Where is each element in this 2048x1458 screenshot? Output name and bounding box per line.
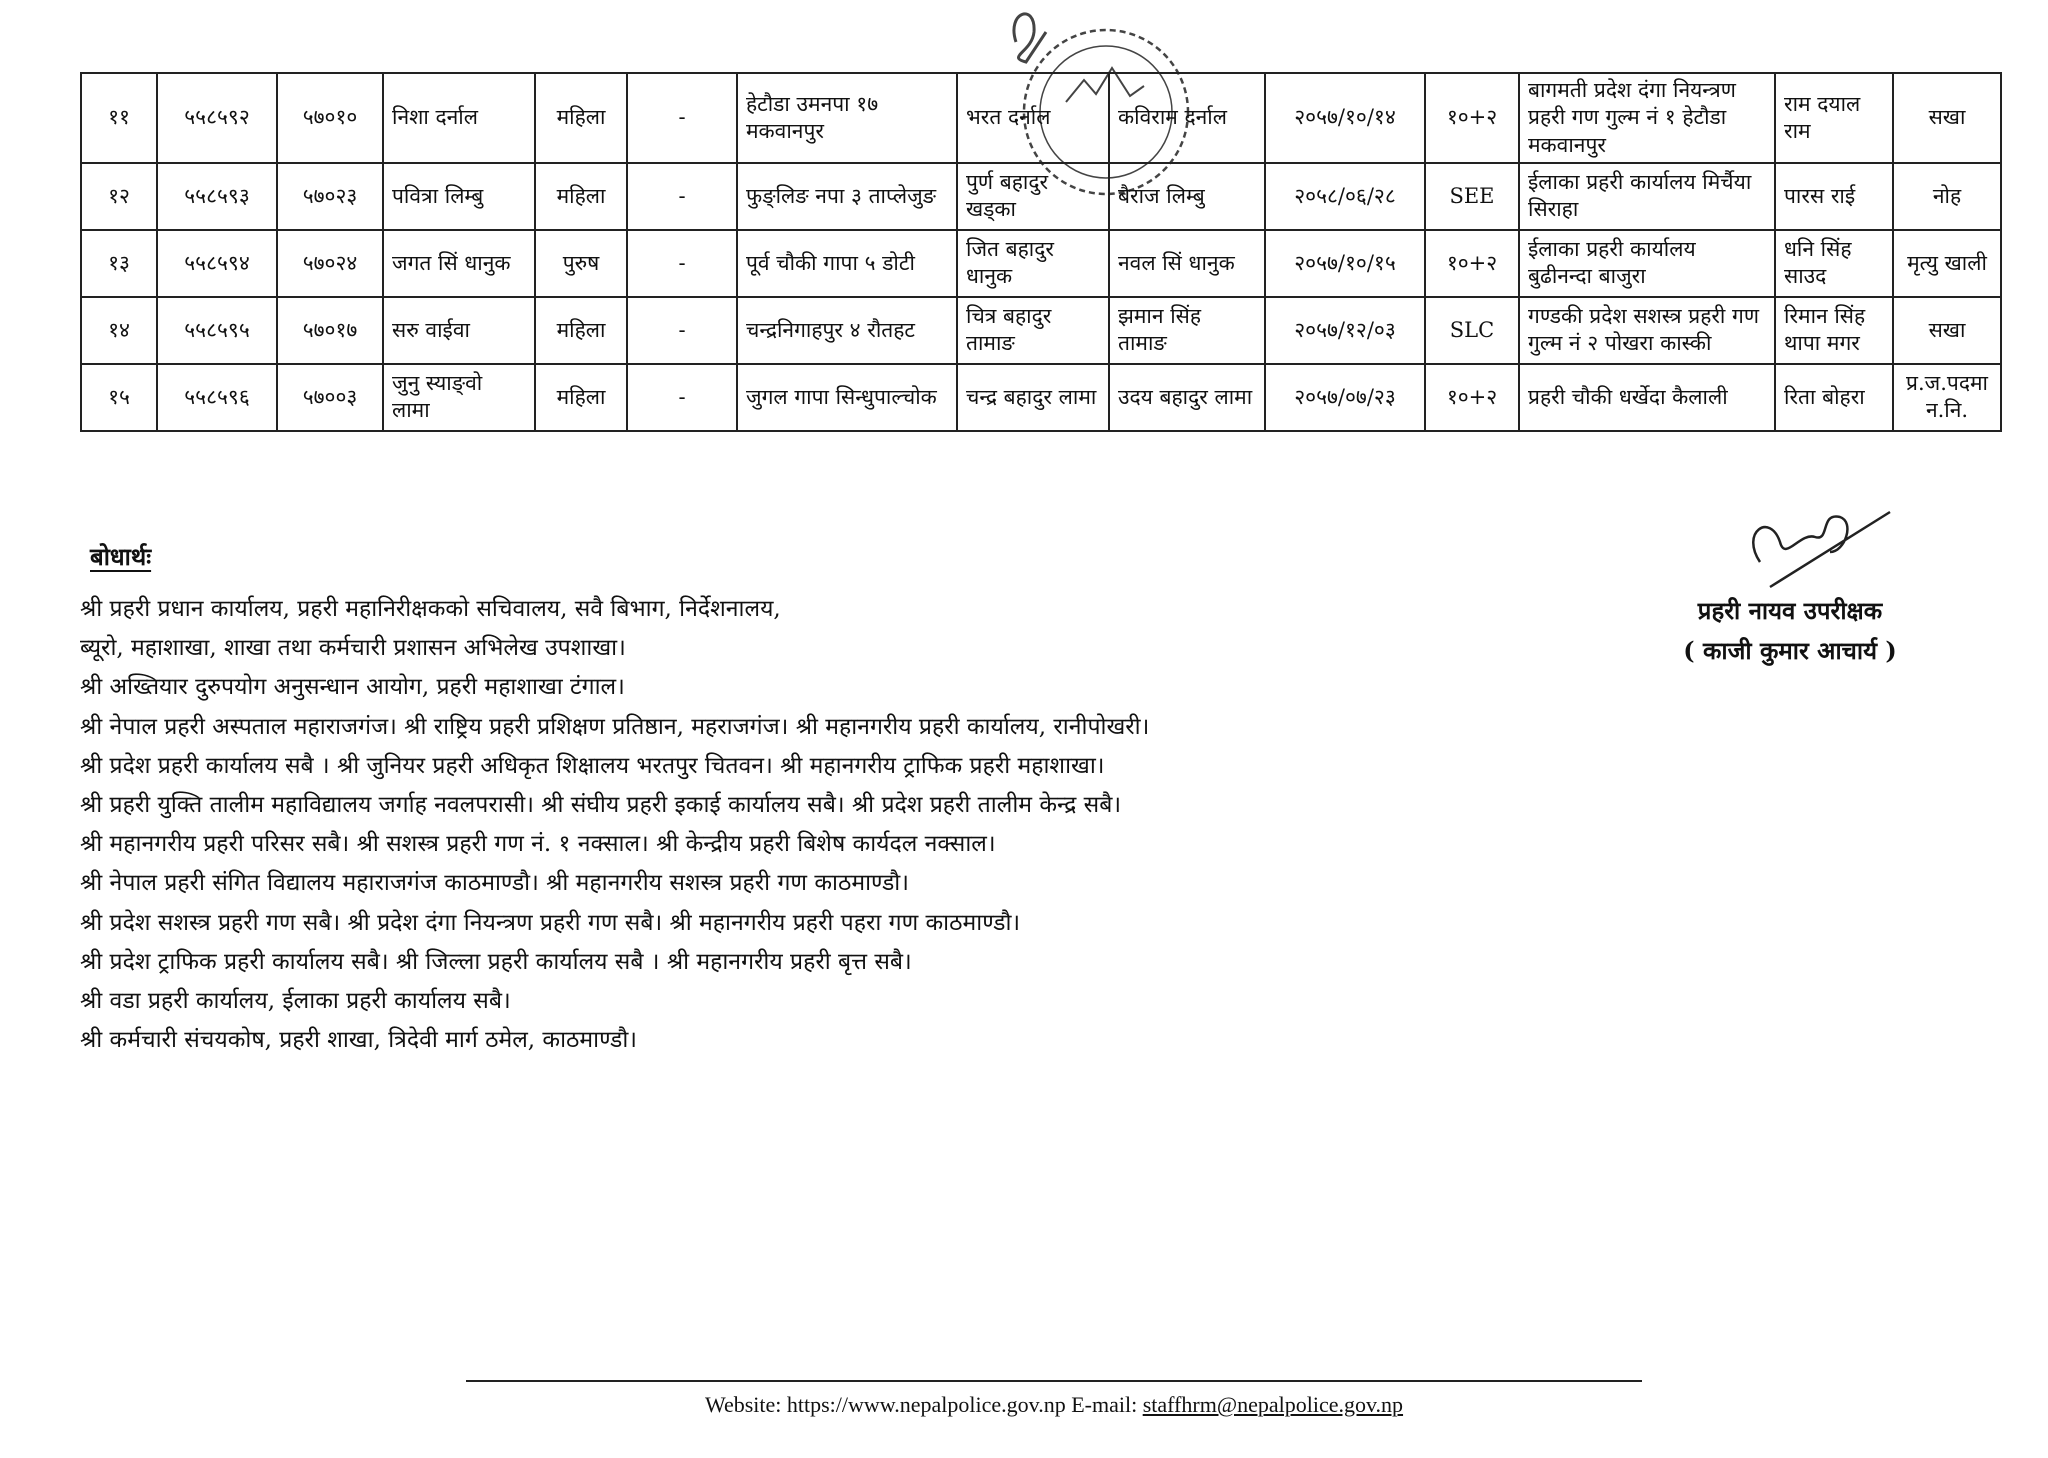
name-cell: जुनु स्याङ्वो लामा [383, 364, 535, 431]
grandfather-name-cell: उदय बहादुर लामा [1109, 364, 1265, 431]
grandfather-name-cell: बैराज लिम्बु [1109, 163, 1265, 230]
education-cell: १०+२ [1425, 230, 1519, 297]
guardian-cell: पारस राई [1775, 163, 1893, 230]
distribution-line: श्री नेपाल प्रहरी अस्पताल महाराजगंज। श्री राष्ट्रिय प्रहरी प्रशिक्षण प्रतिष्ठान, महराजगंज। श्री महानगरीय प्रहरी कार्यालय, रानीपोखरी। [80, 713, 1150, 740]
name-cell: पवित्रा लिम्बु [383, 163, 535, 230]
date-cell: २०५७/१२/०३ [1265, 297, 1425, 364]
father-name-cell: चित्र बहादुर तामाङ [957, 297, 1109, 364]
bodhartha-heading: बोधार्थः [90, 542, 152, 571]
signatory-name: ( काजी कुमार आचार्य ) [1683, 636, 1897, 665]
table-row [81, 297, 2001, 364]
website-link[interactable]: https://www.nepalpolice.gov.np [786, 1392, 1066, 1417]
date-cell: २०५७/१०/१४ [1265, 73, 1425, 163]
email-link[interactable]: staffhrm@nepalpolice.gov.np [1142, 1392, 1404, 1417]
serial-number: १२ [81, 163, 157, 230]
name-cell: सरु वाईवा [383, 297, 535, 364]
date-cell: २०५७/०७/२३ [1265, 364, 1425, 431]
records-table [80, 72, 2002, 432]
father-name-cell: भरत दर्नाल [957, 73, 1109, 163]
distribution-line: श्री नेपाल प्रहरी संगित विद्यालय महाराजगंज काठमाण्डौ। श्री महानगरीय सशस्त्र प्रहरी गण काठमाण्डौ। [80, 870, 909, 897]
record-number: ५७०२४ [277, 230, 383, 297]
relation-cell: नोह [1893, 163, 2001, 230]
relation-cell: सखा [1893, 297, 2001, 364]
personnel-number: ५५८५९२ [157, 73, 277, 163]
guardian-cell: राम दयाल राम [1775, 73, 1893, 163]
serial-number: १५ [81, 364, 157, 431]
personnel-number: ५५८५९३ [157, 163, 277, 230]
serial-number: १३ [81, 230, 157, 297]
personnel-number: ५५८५९६ [157, 364, 277, 431]
distribution-line: श्री प्रदेश सशस्त्र प्रहरी गण सबै। श्री प्रदेश दंगा नियन्त्रण प्रहरी गण सबै। श्री महानगरीय प्रहरी पहरा गण काठमाण्डौ। [80, 909, 1021, 936]
other-cell: - [627, 297, 737, 364]
distribution-line: श्री अख्तियार दुरुपयोग अनुसन्धान आयोग, प्रहरी महाशाखा टंगाल। [80, 674, 625, 701]
relation-cell: सखा [1893, 73, 2001, 163]
name-cell: जगत सिं धानुक [383, 230, 535, 297]
office-cell: ईलाका प्रहरी कार्यालय बुढीनन्दा बाजुरा [1519, 230, 1775, 297]
relation-cell: प्र.ज.पदमा न.नि. [1893, 364, 2001, 431]
date-cell: २०५७/१०/१५ [1265, 230, 1425, 297]
gender-cell: महिला [535, 297, 627, 364]
other-cell: - [627, 364, 737, 431]
father-name-cell: जित बहादुर धानुक [957, 230, 1109, 297]
education-cell: SLC [1425, 297, 1519, 364]
gender-cell: महिला [535, 73, 627, 163]
website-label: Website: [704, 1392, 782, 1417]
record-number: ५७०१७ [277, 297, 383, 364]
office-cell: गण्डकी प्रदेश सशस्त्र प्रहरी गण गुल्म नं २ पोखरा कास्की [1519, 297, 1775, 364]
distribution-line: श्री प्रहरी युक्ति तालीम महाविद्यालय जर्गाह नवलपरासी। श्री संघीय प्रहरी इकाई कार्यालय सबै। श्री प्रदेश प्रहरी तालीम केन्द्र सबै। [80, 791, 1122, 818]
father-name-cell: पुर्ण बहादुर खड्का [957, 163, 1109, 230]
father-name-cell: चन्द्र बहादुर लामा [957, 364, 1109, 431]
guardian-cell: रिता बोहरा [1775, 364, 1893, 431]
footer-divider [466, 1380, 1642, 1382]
record-number: ५७००३ [277, 364, 383, 431]
relation-cell: मृत्यु खाली [1893, 230, 2001, 297]
grandfather-name-cell: झमान सिंह तामाङ [1109, 297, 1265, 364]
serial-number: १४ [81, 297, 157, 364]
address-cell: जुगल गापा सिन्धुपाल्चोक [737, 364, 957, 431]
gender-cell: महिला [535, 163, 627, 230]
record-number: ५७०१० [277, 73, 383, 163]
gender-cell: पुरुष [535, 230, 627, 297]
address-cell: पूर्व चौकी गापा ५ डोटी [737, 230, 957, 297]
personnel-number: ५५८५९५ [157, 297, 277, 364]
other-cell: - [627, 230, 737, 297]
distribution-line: श्री वडा प्रहरी कार्यालय, ईलाका प्रहरी कार्यालय सबै। [80, 987, 511, 1014]
distribution-line: श्री महानगरीय प्रहरी परिसर सबै। श्री सशस्त्र प्रहरी गण नं. १ नक्साल। श्री केन्द्रीय प्रहरी बिशेष कार्यदल नक्साल। [80, 831, 996, 858]
office-cell: ईलाका प्रहरी कार्यालय मिर्चैया सिराहा [1519, 163, 1775, 230]
distribution-line: श्री कर्मचारी संचयकोष, प्रहरी शाखा, त्रिदेवी मार्ग ठमेल, काठमाण्डौ। [80, 1027, 638, 1054]
signature [1720, 492, 1900, 602]
education-cell: १०+२ [1425, 364, 1519, 431]
guardian-cell: धनि सिंह साउद [1775, 230, 1893, 297]
table-row [81, 163, 2001, 230]
distribution-line: श्री प्रदेश प्रहरी कार्यालय सबै । श्री जुनियर प्रहरी अधिकृत शिक्षालय भरतपुर चितवन। श्री महानगरीय ट्राफिक प्रहरी महाशाखा। [80, 752, 1105, 779]
office-cell: प्रहरी चौकी धर्खेदा कैलाली [1519, 364, 1775, 431]
signatory-title: प्रहरी नायव उपरीक्षक [1697, 596, 1883, 625]
footer [466, 1392, 1642, 1418]
email-label: E-mail: [1071, 1392, 1138, 1417]
distribution-line: श्री प्रहरी प्रधान कार्यालय, प्रहरी महानिरीक्षकको सचिवालय, सवै बिभाग, निर्देशनालय, [80, 596, 781, 622]
education-cell: SEE [1425, 163, 1519, 230]
name-cell: निशा दर्नाल [383, 73, 535, 163]
distribution-line: ब्यूरो, महाशाखा, शाखा तथा कर्मचारी प्रशासन अभिलेख उपशाखा। [80, 635, 626, 662]
serial-number: ११ [81, 73, 157, 163]
date-cell: २०५८/०६/२८ [1265, 163, 1425, 230]
education-cell: १०+२ [1425, 73, 1519, 163]
table-row [81, 364, 2001, 431]
signature-icon [1720, 492, 1900, 602]
grandfather-name-cell: नवल सिं धानुक [1109, 230, 1265, 297]
other-cell: - [627, 73, 737, 163]
distribution-list [80, 590, 1380, 1060]
address-cell: हेटौडा उमनपा १७ मकवानपुर [737, 73, 957, 163]
address-cell: फुङ्लिङ नपा ३ ताप्लेजुङ [737, 163, 957, 230]
personnel-number: ५५८५९४ [157, 230, 277, 297]
office-cell: बागमती प्रदेश दंगा नियन्त्रण प्रहरी गण गुल्म नं १ हेटौडा मकवानपुर [1519, 73, 1775, 163]
guardian-cell: रिमान सिंह थापा मगर [1775, 297, 1893, 364]
grandfather-name-cell: कविराम दर्नाल [1109, 73, 1265, 163]
other-cell: - [627, 163, 737, 230]
record-number: ५७०२३ [277, 163, 383, 230]
distribution-line: श्री प्रदेश ट्राफिक प्रहरी कार्यालय सबै। श्री जिल्ला प्रहरी कार्यालय सबै । श्री महानगरीय प्रहरी बृत्त सबै। [80, 948, 912, 975]
gender-cell: महिला [535, 364, 627, 431]
table-row [81, 73, 2001, 163]
address-cell: चन्द्रनिगाहपुर ४ रौतहट [737, 297, 957, 364]
table-row [81, 230, 2001, 297]
